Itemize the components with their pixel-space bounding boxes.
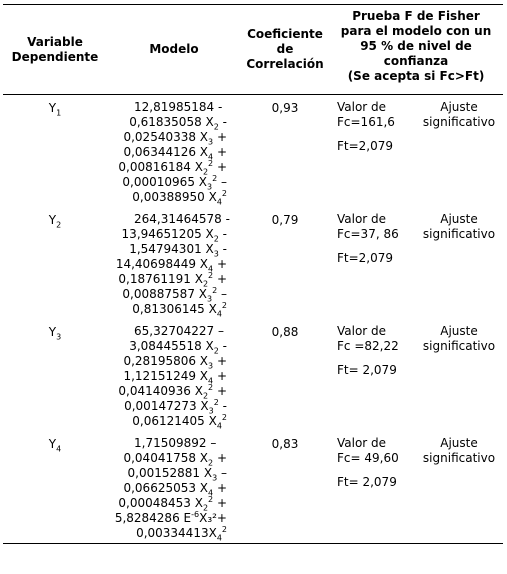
model-term-text: 0,61835058 X (129, 115, 214, 129)
ft-value: Ft=2,079 (337, 251, 394, 265)
model-term (109, 451, 239, 466)
model-term-superscript: 2 (212, 174, 218, 183)
model-term-text: 0,00147273 X (124, 399, 209, 413)
header-fisher-line: 95 % de nivel de (360, 39, 472, 53)
model-term (109, 414, 239, 429)
header-coeficiente (241, 5, 329, 95)
model-term (109, 145, 239, 160)
ft-value: Ft= 2,079 (337, 363, 397, 377)
table-row (3, 431, 503, 544)
table-row (3, 207, 503, 319)
model-term-superscript: 2 (208, 159, 214, 168)
model-term-operator: + (213, 257, 227, 271)
model-term-operator: X₃²+ (199, 511, 227, 525)
model-term-superscript: 2 (208, 383, 214, 392)
model-term-superscript: 2 (208, 495, 214, 504)
model-term-subscript: 3 (206, 182, 213, 192)
fisher-cell (329, 431, 503, 544)
fisher-cell (329, 319, 503, 431)
model-term-subscript: 3 (208, 361, 214, 371)
model-term-text: 0,00048453 X (118, 496, 203, 510)
model-term-text: 0,00816184 X (118, 160, 203, 174)
fisher-cell (329, 207, 503, 319)
header-coef-line: Coeficiente (247, 27, 323, 41)
header-modelo: Modelo (149, 42, 199, 56)
fisher-values (331, 212, 419, 266)
fisher-result (419, 436, 499, 490)
valor-label: Valor de (337, 100, 387, 114)
variable-letter: Y (48, 213, 57, 227)
model-term-subscript: 3 (208, 406, 214, 416)
ajuste-label: significativo (422, 339, 496, 353)
model-term-operator: + (213, 130, 227, 144)
model-term-subscript: 3 (206, 294, 213, 304)
model-term-text: 0,00010965 X (122, 175, 207, 189)
fisher-result (419, 324, 499, 378)
model-term-operator: + (213, 354, 227, 368)
header-fisher-line: Prueba F de Fisher (352, 9, 480, 23)
model-term-text: 0,18761191 X (118, 272, 203, 286)
ft-value: Ft= 2,079 (337, 475, 397, 489)
model-term-subscript: 4 (216, 197, 222, 207)
model-term-operator: + (213, 272, 227, 286)
model-term-text: 0,00152881 X (127, 466, 213, 480)
model-term-subscript: 2 (213, 234, 219, 244)
model-term-text: 14,40698449 X (115, 257, 209, 271)
model-term-text: 65,32704227 – (134, 324, 224, 338)
fc-value: Fc=37, 86 (337, 227, 399, 241)
ajuste-label: significativo (422, 115, 496, 129)
model-term (109, 496, 239, 511)
model-term-operator: + (213, 451, 227, 465)
model-term-subscript: 2 (202, 279, 209, 289)
variable-subscript: 3 (56, 332, 62, 342)
model-term-subscript: 2 (202, 391, 209, 401)
model-cell (107, 207, 241, 319)
ft-value: Ft=2,079 (337, 139, 394, 153)
header-fisher-line: para el modelo con un (340, 24, 492, 38)
ajuste-label: Ajuste (440, 436, 478, 450)
model-term-subscript: 4 (208, 488, 214, 498)
model-term (109, 526, 239, 541)
model-term (109, 175, 239, 190)
model-term (109, 384, 239, 399)
model-term-text: 13,94651205 X (121, 227, 214, 241)
model-term-text: 1,12151249 X (123, 369, 209, 383)
model-term (109, 272, 239, 287)
fisher-values (331, 100, 419, 154)
model-term-subscript: 2 (202, 167, 209, 177)
spacer (337, 130, 419, 139)
model-term-text: 0,06344126 X (123, 145, 209, 159)
ajuste-label: Ajuste (440, 324, 478, 338)
model-term-subscript: 2 (213, 122, 219, 132)
model-term (109, 242, 239, 257)
variable-subscript: 2 (56, 220, 62, 230)
model-term (109, 399, 239, 414)
model-term-text: 0,06625053 X (123, 481, 209, 495)
model-term-text: 0,04041758 X (123, 451, 209, 465)
spacer (337, 242, 419, 251)
fc-value: Fc= 49,60 (337, 451, 399, 465)
model-term-operator: + (213, 160, 227, 174)
model-term-text: 3,08445518 X (129, 339, 214, 353)
fisher-cell (329, 95, 503, 208)
spacer (337, 466, 419, 475)
model-term-operator: – (217, 466, 227, 480)
fisher-content (331, 212, 501, 266)
ajuste-label: significativo (422, 451, 496, 465)
model-term-text: 0,28195806 X (123, 354, 209, 368)
model-term-subscript: 4 (216, 533, 222, 543)
model-term-text: 0,06121405 X (132, 414, 217, 428)
model-term-superscript: 2 (221, 189, 227, 198)
model-term-text: 12,81985184 - (134, 100, 223, 114)
regression-table (3, 4, 503, 544)
model-term-text: 1,71509892 – (134, 436, 217, 450)
model-term-subscript: 3 (212, 473, 218, 483)
model-term (109, 190, 239, 205)
model-term-subscript: 4 (208, 152, 214, 162)
model-term (109, 302, 239, 317)
model-term-text: 0,04140936 X (118, 384, 203, 398)
model-term-text: 0,81306145 X (132, 302, 217, 316)
fisher-values (331, 436, 419, 490)
fisher-content (331, 436, 501, 490)
model-term (109, 212, 239, 227)
model-term-text: 0,00887587 X (122, 287, 207, 301)
model-cell (107, 95, 241, 208)
model-term-subscript: 4 (208, 264, 214, 274)
variable-cell (3, 207, 107, 319)
model-term-subscript: 4 (216, 309, 222, 319)
model-term (109, 511, 239, 526)
model-term (109, 466, 239, 481)
model-term (109, 160, 239, 175)
model-term-text: 5,8284286 E (114, 511, 192, 525)
model-term (109, 130, 239, 145)
variable-cell (3, 319, 107, 431)
variable-cell (3, 431, 107, 544)
model-term-subscript: 4 (208, 376, 214, 386)
model-term (109, 339, 239, 354)
header-fisher (329, 5, 503, 95)
valor-label: Valor de (337, 436, 387, 450)
correlation-cell: 0,88 (271, 325, 299, 339)
model-term-operator: - (218, 339, 227, 353)
model-term (109, 100, 239, 115)
valor-label: Valor de (337, 212, 387, 226)
header-fisher-line: (Se acepta si Fc>Ft) (347, 69, 485, 83)
model-term (109, 481, 239, 496)
model-term-text: 264,31464578 - (134, 212, 230, 226)
model-term (109, 287, 239, 302)
header-fisher-line: confianza (383, 54, 449, 68)
fisher-result (419, 100, 499, 154)
model-term-subscript: 3 (208, 137, 214, 147)
model-term (109, 436, 239, 451)
ajuste-label: Ajuste (440, 100, 478, 114)
model-term (109, 354, 239, 369)
table-row (3, 319, 503, 431)
model-term (109, 257, 239, 272)
model-term-operator: - (218, 399, 227, 413)
variable-letter: Y (48, 325, 57, 339)
table-row (3, 95, 503, 208)
model-term-superscript: 2 (221, 525, 227, 534)
model-term-subscript: 2 (202, 503, 209, 513)
model-term-superscript: 2 (221, 301, 227, 310)
model-term-operator: + (213, 384, 227, 398)
model-term-subscript: 3 (213, 249, 219, 259)
header-variable (3, 5, 107, 95)
fisher-content (331, 100, 501, 154)
header-variable-line: Dependiente (11, 49, 99, 64)
model-term-superscript: 2 (208, 271, 214, 280)
header-row (3, 5, 503, 95)
model-term-text: 1,54794301 X (129, 242, 214, 256)
model-term-text: 0,00334413X (136, 526, 217, 540)
model-term (109, 324, 239, 339)
model-term (109, 369, 239, 384)
model-cell (107, 319, 241, 431)
model-term-subscript: 4 (216, 421, 222, 431)
valor-label: Valor de (337, 324, 387, 338)
header-coef-line: Correlación (246, 57, 324, 71)
model-term-superscript: 2 (221, 413, 227, 422)
model-term-text: 0,02540338 X (123, 130, 209, 144)
model-cell (107, 431, 241, 544)
variable-cell (3, 95, 107, 208)
correlation-cell: 0,83 (271, 437, 299, 451)
model-term (109, 227, 239, 242)
fisher-result (419, 212, 499, 266)
model-term-operator: - (218, 242, 227, 256)
model-term-operator: + (213, 369, 227, 383)
header-variable-line: Variable (27, 34, 83, 49)
fc-value: Fc =82,22 (337, 339, 399, 353)
variable-subscript: 4 (56, 444, 62, 454)
model-term-operator: - (218, 227, 227, 241)
variable-subscript: 1 (56, 108, 62, 118)
model-term-superscript: 2 (212, 286, 218, 295)
model-term (109, 115, 239, 130)
variable-letter: Y (48, 101, 57, 115)
variable-letter: Y (48, 437, 57, 451)
spacer (337, 354, 419, 363)
model-term-subscript: 2 (213, 346, 219, 356)
fisher-values (331, 324, 419, 378)
model-term-text: 0,00388950 X (132, 190, 217, 204)
model-term-superscript: -6 (191, 510, 200, 519)
correlation-cell: 0,93 (271, 101, 299, 115)
model-term-operator: + (213, 145, 227, 159)
model-term-operator: - (218, 115, 227, 129)
fisher-content (331, 324, 501, 378)
model-term-operator: – (217, 175, 227, 189)
model-term-subscript: 2 (208, 458, 214, 468)
model-term-superscript: 2 (213, 398, 219, 407)
header-coef-line: de (276, 42, 294, 56)
ajuste-label: significativo (422, 227, 496, 241)
fc-value: Fc=161,6 (337, 115, 395, 129)
correlation-cell: 0,79 (271, 213, 299, 227)
ajuste-label: Ajuste (440, 212, 478, 226)
model-term-operator: – (217, 287, 227, 301)
model-term-operator: + (213, 481, 227, 495)
model-term-operator: + (213, 496, 227, 510)
